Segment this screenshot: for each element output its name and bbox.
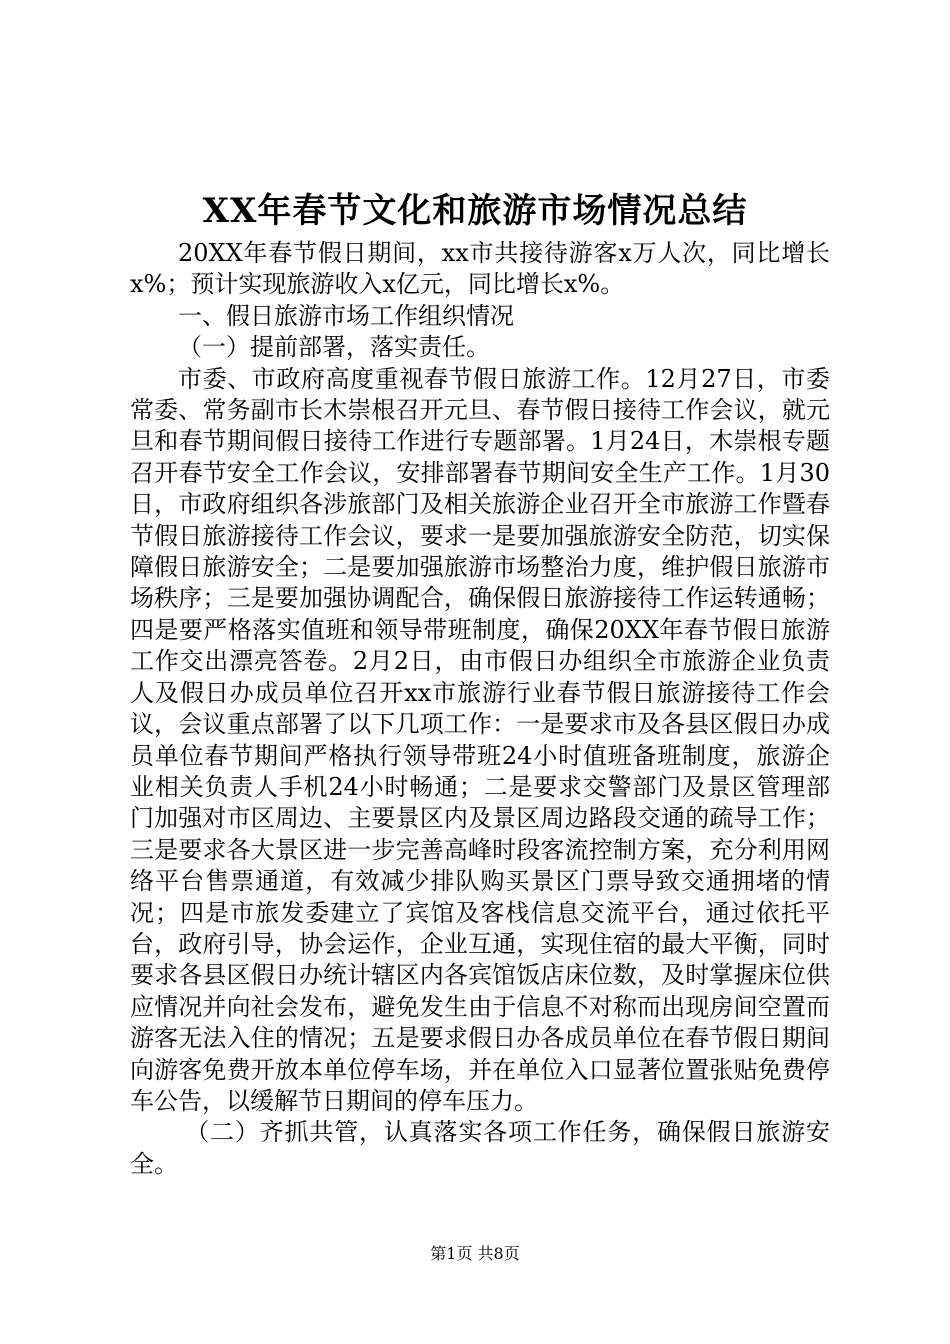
paragraph-summary: 20XX年春节假日期间，xx市共接待游客x万人次，同比增长x%；预计实现旅游收入x亿元，同比增长x%。 <box>130 239 830 299</box>
document-title: XX年春节文化和旅游市场情况总结 <box>202 191 748 231</box>
subsection-heading-2: （二）齐抓共管，认真落实各项工作任务，确保假日旅游安全。 <box>130 1118 830 1178</box>
page-number: 第1页 共8页 <box>430 1244 520 1263</box>
document-body <box>130 238 830 1180</box>
subsection-heading-1: （一）提前部署，落实责任。 <box>178 333 490 362</box>
paragraph-deployment: 市委、市政府高度重视春节假日旅游工作。12月27日，市委常委、常务副市长木崇根召开元旦、春节假日接待工作会议，就元旦和春节期间假日接待工作进行专题部署。1月24日，木崇根专题召开春节安全工作会议，安排部署春节期间安全生产工作。1月30日，市政府组织各涉旅部门及相关旅游企业召开全市旅游工作暨春节假日旅游接待工作会议，要求一是要加强旅游安全防范，切实保障假日旅游安全；二是要加强旅游市场整治力度，维护假日旅游市场秩序；三是要加强协调配合，确保假日旅游接待工作运转通畅；四是要严格落实值班和领导带班制度，确保20XX年春节假日旅游工作交出漂亮答卷。2月2日，由市假日办组织全市旅游企业负责人及假日办成员单位召开xx市旅游行业春节假日旅游接待工作会议，会议重点部署了以下几项工作：一是要求市及各县区假日办成员单位春节期间严格执行领导带班24小时值班备班制度，旅游企业相关负责人手机24小时畅通；二是要求交警部门及景区管理部门加强对市区周边、主要景区内及景区周边路段交通的疏导工作；三是要求各大景区进一步完善高峰时段客流控制方案，充分利用网络平台售票通道，有效减少排队购买景区门票导致交通拥堵的情况；四是市旅发委建立了宾馆及客栈信息交流平台，通过依托平台，政府引导，协会运作，企业互通，实现住宿的最大平衡，同时要求各县区假日办统计辖区内各宾馆饭店床位数，及时掌握床位供应情况并向社会发布，避免发生由于信息不对称而出现房间空置而游客无法入住的情况；五是要求假日办各成员单位在春节假日期间向游客免费开放本单位停车场，并在单位入口显著位置张贴免费停车公告，以缓解节日期间的停车压力。 <box>130 364 830 1115</box>
section-heading-1: 一、假日旅游市场工作组织情况 <box>178 301 514 330</box>
